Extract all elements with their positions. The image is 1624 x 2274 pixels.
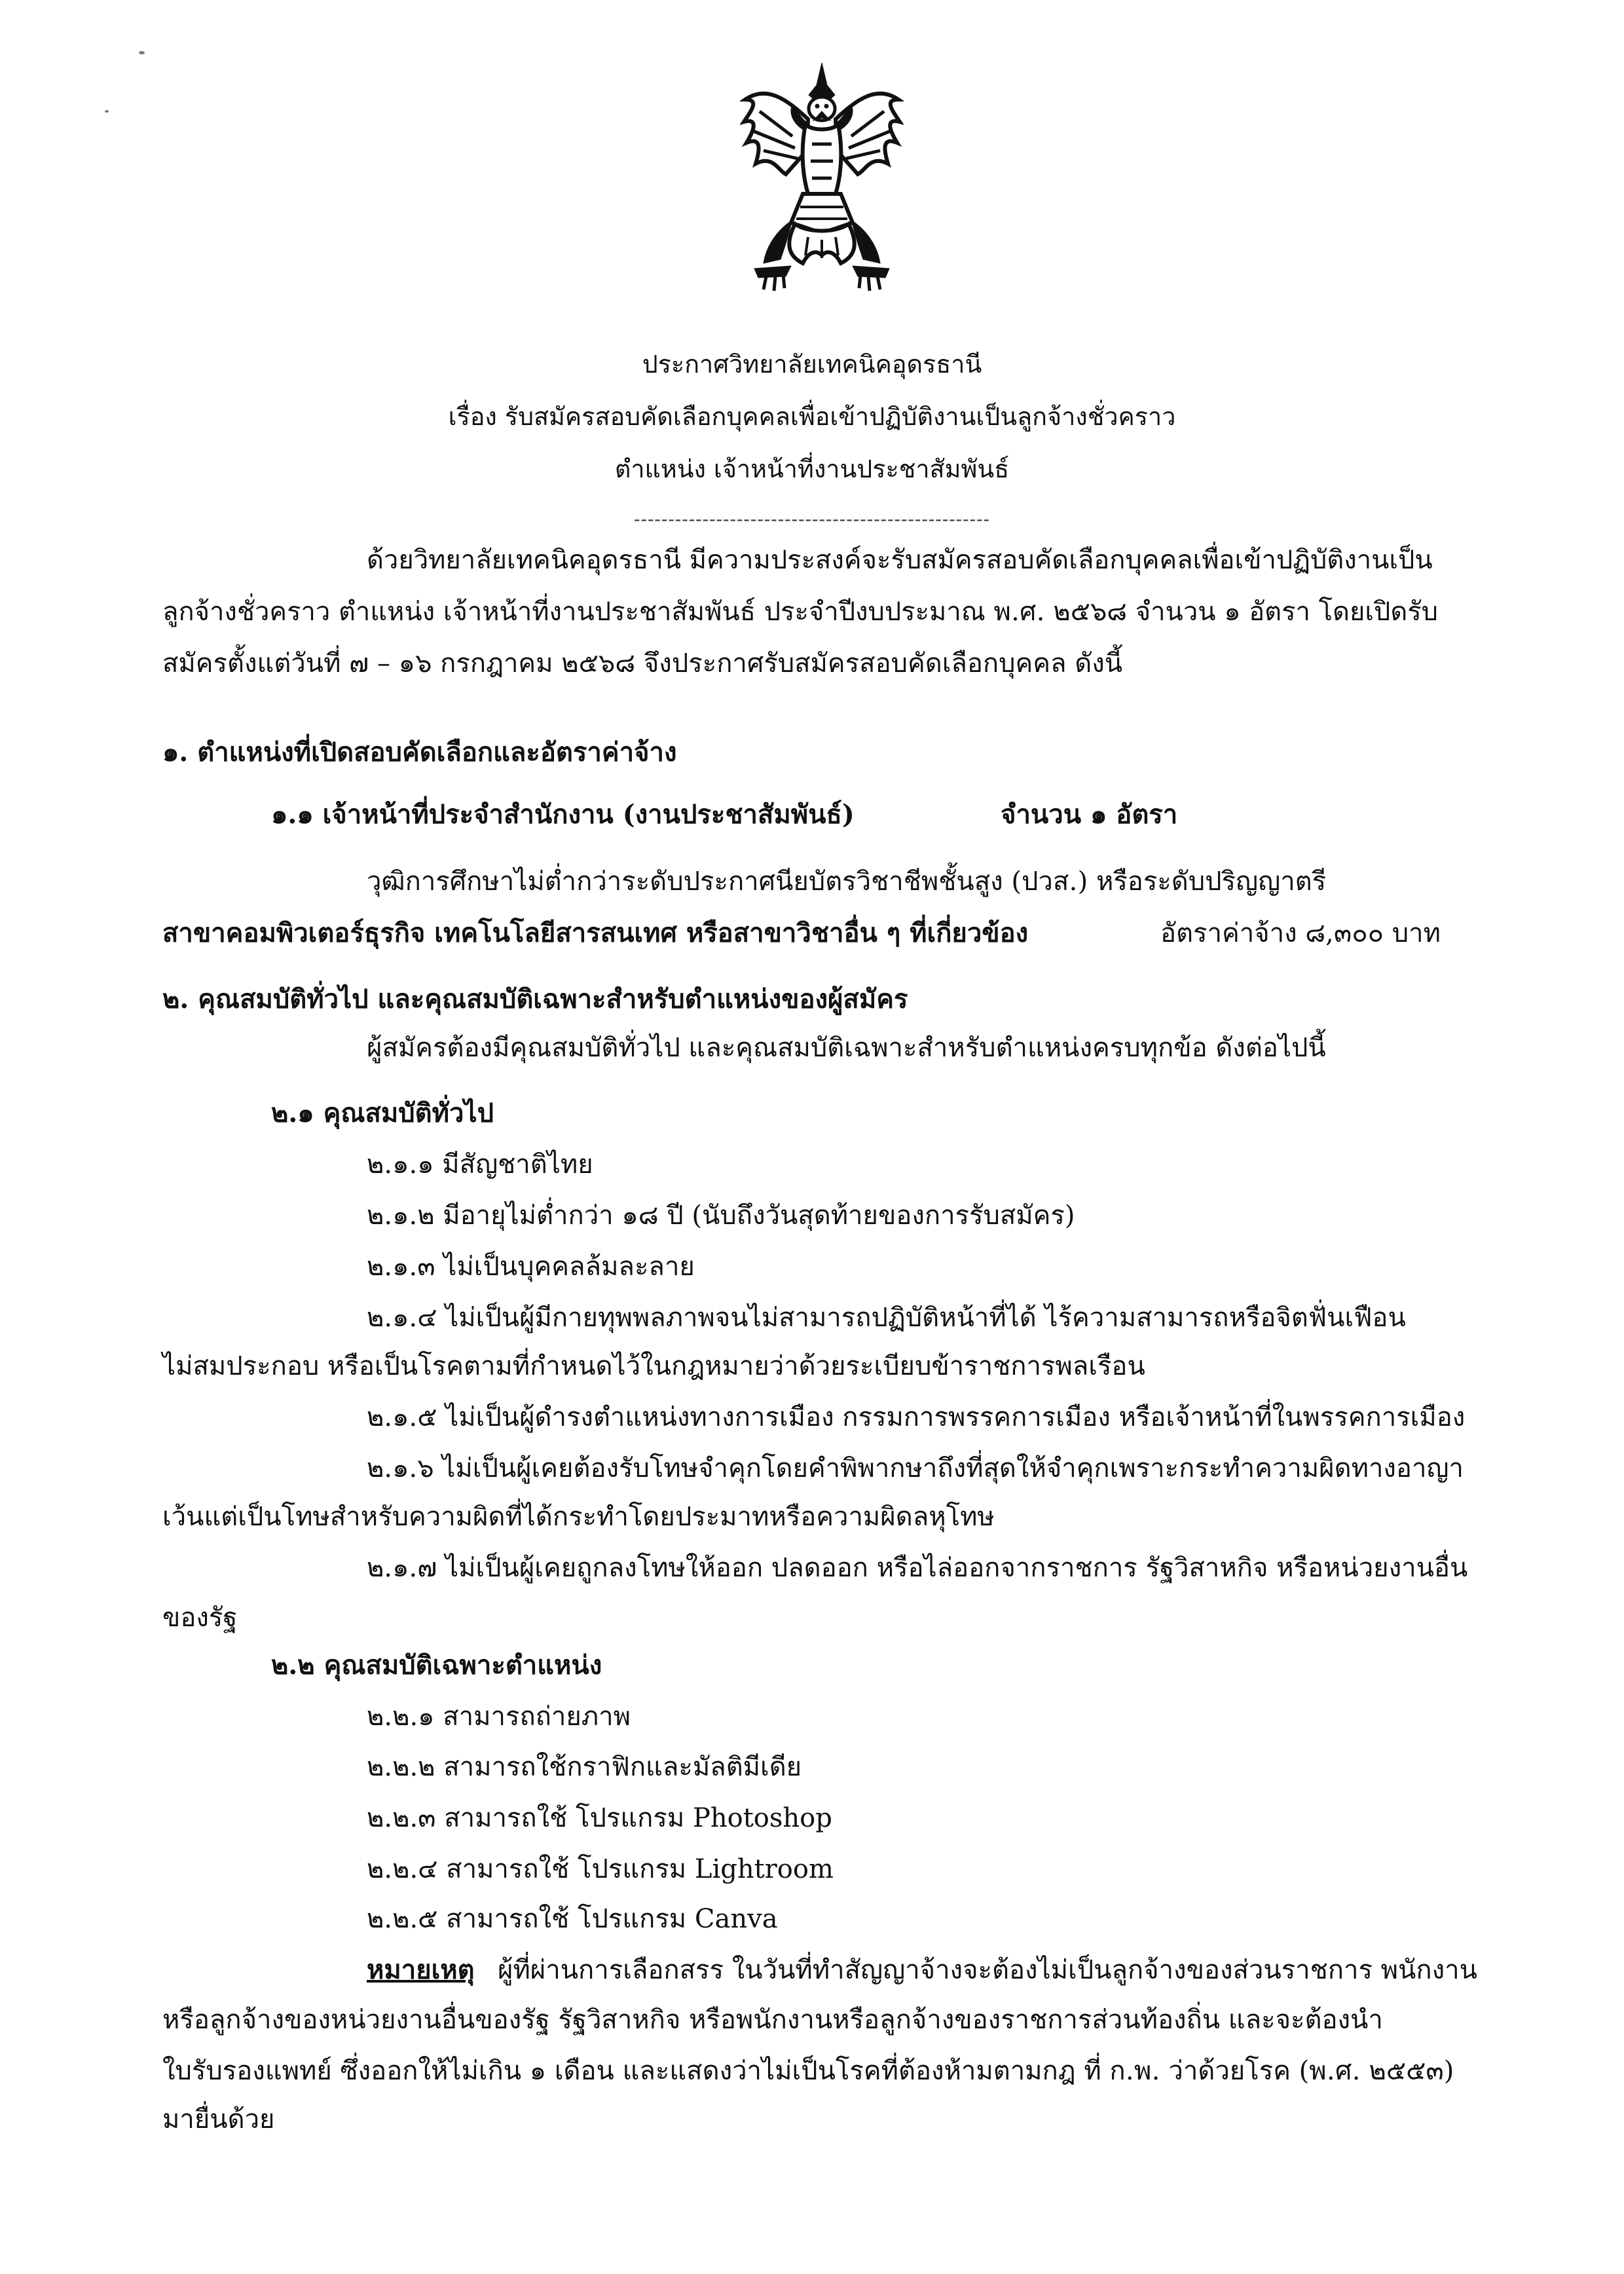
qualification-2-2-2: ๒.๒.๒ สามารถใช้กราฟิกและมัลติมีเดีย xyxy=(367,1752,802,1782)
section-1-1-fields: สาขาคอมพิวเตอร์ธุรกิจ เทคโนโลยีสารสนเทศ หรือสาขาวิชาอื่น ๆ ที่เกี่ยวข้อง xyxy=(162,918,1029,948)
section-2-heading: ๒. คุณสมบัติทั่วไป และคุณสมบัติเฉพาะสำหรับตำแหน่งของผู้สมัคร xyxy=(162,984,908,1015)
scan-speck xyxy=(139,51,145,54)
note-label: หมายเหตุ xyxy=(367,1954,475,1985)
qualification-2-2-1: ๒.๒.๑ สามารถถ่ายภาพ xyxy=(367,1702,631,1732)
section-1-heading: ๑. ตำแหน่งที่เปิดสอบคัดเลือกและอัตราค่าจ้าง xyxy=(162,737,677,768)
section-1-1-wage-rate: อัตราค่าจ้าง ๘,๓๐๐ บาท xyxy=(1160,918,1441,948)
announcement-title: ประกาศวิทยาลัยเทคนิคอุดรธานี xyxy=(642,350,982,379)
note-line-2: หรือลูกจ้างของหน่วยงานอื่นของรัฐ รัฐวิสาหกิจ หรือพนักงานหรือลูกจ้างของราชการส่วนท้องถิ่น และจะต้องนำ xyxy=(162,2005,1383,2035)
note-line-4: มายื่นด้วย xyxy=(162,2104,275,2134)
qualification-2-1-2: ๒.๑.๒ มีอายุไม่ต่ำกว่า ๑๘ ปี (นับถึงวันสุดท้ายของการรับสมัคร) xyxy=(367,1201,1075,1231)
section-1-1-title: ๑.๑ เจ้าหน้าที่ประจำสำนักงาน (งานประชาสัมพันธ์) xyxy=(271,799,855,830)
qualification-2-2-4: ๒.๒.๔ สามารถใช้ โปรแกรม Lightroom xyxy=(367,1854,834,1884)
garuda-emblem-icon xyxy=(740,59,904,308)
qualification-2-2-5: ๒.๒.๕ สามารถใช้ โปรแกรม Canva xyxy=(367,1904,778,1934)
note-line-3: ใบรับรองแพทย์ ซึ่งออกให้ไม่เกิน ๑ เดือน และแสดงว่าไม่เป็นโรคที่ต้องห้ามตามกฎ ที่ ก․พ․ ว่าด้วยโรค (พ․ศ․ ๒๕๕๓) xyxy=(162,2056,1454,2086)
section-2-intro: ผู้สมัครต้องมีคุณสมบัติทั่วไป และคุณสมบัติเฉพาะสำหรับตำแหน่งครบทุกข้อ ดังต่อไปนี้ xyxy=(367,1033,1326,1063)
qualification-2-1-5: ๒.๑.๕ ไม่เป็นผู้ดำรงตำแหน่งทางการเมือง กรรมการพรรคการเมือง หรือเจ้าหน้าที่ในพรรคการเมือง xyxy=(367,1402,1466,1432)
qualification-2-1-7-cont: ของรัฐ xyxy=(162,1603,238,1633)
qualification-2-1-3: ๒.๑.๓ ไม่เป็นบุคคลล้มละลาย xyxy=(367,1252,695,1282)
qualification-2-1-4-cont: ไม่สมประกอบ หรือเป็นโรคตามที่กำหนดไว้ในกฎหมายว่าด้วยระเบียบข้าราชการพลเรือน xyxy=(162,1351,1145,1381)
announcement-subject: เรื่อง รับสมัครสอบคัดเลือกบุคคลเพื่อเข้าปฏิบัติงานเป็นลูกจ้างชั่วคราว xyxy=(448,402,1176,431)
qualification-2-1-7: ๒.๑.๗ ไม่เป็นผู้เคยถูกลงโทษให้ออก ปลดออก หรือไล่ออกจากราชการ รัฐวิสาหกิจ หรือหน่วยงานอื่น xyxy=(367,1553,1468,1583)
qualification-2-1-6-cont: เว้นแต่เป็นโทษสำหรับความผิดที่ได้กระทำโดยประมาทหรือความผิดลหุโทษ xyxy=(162,1502,995,1532)
scan-speck xyxy=(105,110,109,113)
note-line-1: ผู้ที่ผ่านการเลือกสรร ในวันที่ทำสัญญาจ้างจะต้องไม่เป็นลูกจ้างของส่วนราชการ พนักงาน xyxy=(498,1955,1477,1985)
section-2-1-heading: ๒.๑ คุณสมบัติทั่วไป xyxy=(271,1098,494,1128)
intro-line-2: ลูกจ้างชั่วคราว ตำแหน่ง เจ้าหน้าที่งานประชาสัมพันธ์ ประจำปีงบประมาณ พ․ศ․ ๒๕๖๘ จำนวน ๑ อัตรา โดยเปิดรับ xyxy=(162,597,1439,627)
intro-line-1-text: ด้วยวิทยาลัยเทคนิคอุดรธานี มีความประสงค์จะรับสมัครสอบคัดเลือกบุคคลเพื่อเข้าปฏิบัติงานเป็น xyxy=(367,545,1433,575)
intro-line-1 xyxy=(367,542,1535,578)
announcement-position: ตำแหน่ง เจ้าหน้าที่งานประชาสัมพันธ์ xyxy=(614,455,1010,483)
section-1-1-count: จำนวน ๑ อัตรา xyxy=(1001,799,1178,830)
qualification-2-1-4: ๒.๑.๔ ไม่เป็นผู้มีกายทุพพลภาพจนไม่สามารถปฏิบัติหน้าที่ได้ ไร้ความสามารถหรือจิตฟั่นเฟือน xyxy=(367,1303,1406,1333)
section-2-2-heading: ๒.๒ คุณสมบัติเฉพาะตำแหน่ง xyxy=(271,1650,602,1681)
qualification-2-2-3: ๒.๒.๓ สามารถใช้ โปรแกรม Photoshop xyxy=(367,1803,832,1833)
qualification-2-1-6: ๒.๑.๖ ไม่เป็นผู้เคยต้องรับโทษจำคุกโดยคำพิพากษาถึงที่สุดให้จำคุกเพราะกระทำความผิดทางอาญา xyxy=(367,1453,1464,1483)
section-1-1-qualification: วุฒิการศึกษาไม่ต่ำกว่าระดับประกาศนียบัตรวิชาชีพชั้นสูง (ปวส․) หรือระดับปริญญาตรี xyxy=(367,867,1327,897)
header-separator: ---------------------------------------------------- xyxy=(634,508,990,530)
intro-line-3: สมัครตั้งแต่วันที่ ๗ – ๑๖ กรกฎาคม ๒๕๖๘ จึงประกาศรับสมัครสอบคัดเลือกบุคคล ดังนี้ xyxy=(162,648,1123,679)
qualification-2-1-1: ๒.๑.๑ มีสัญชาติไทย xyxy=(367,1149,593,1180)
